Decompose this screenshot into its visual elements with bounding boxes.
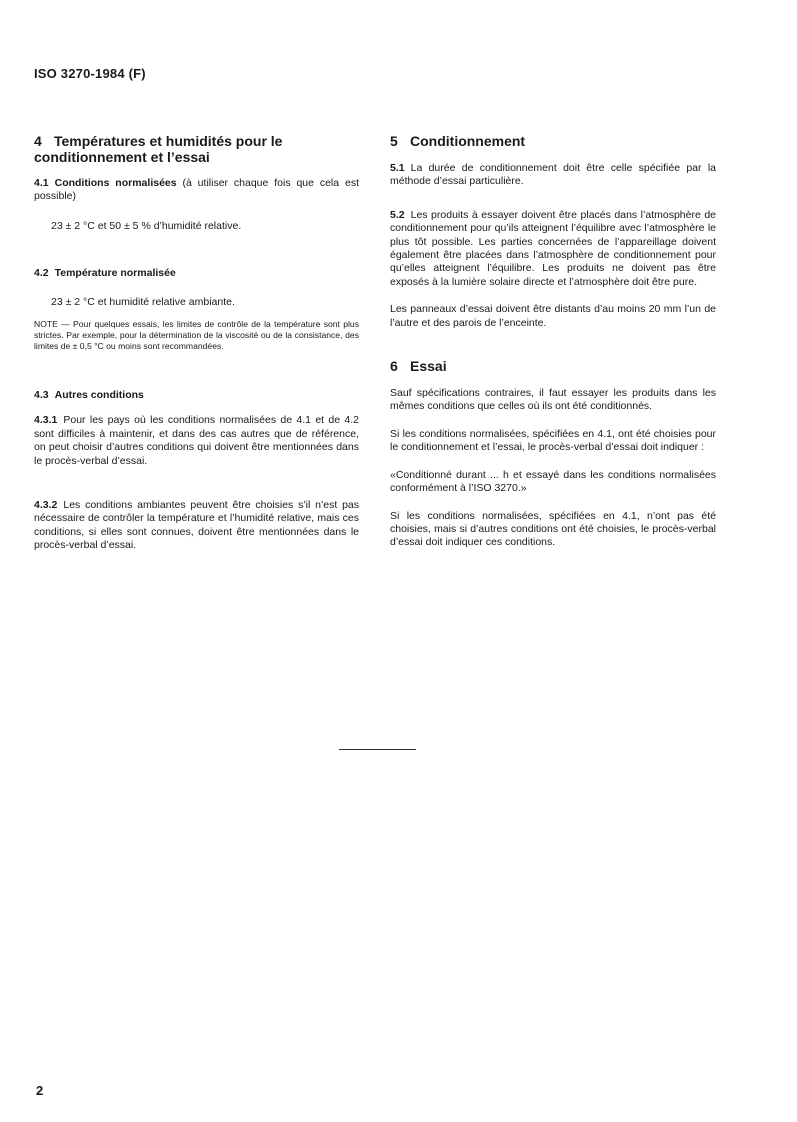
- clause-4-3-2-text: Les conditions ambiantes peuvent être choisies s’il n’est pas nécessaire de contrôler la température et l’humidité relative, mais ces conditions, si elles sont connues, doivent être mentionnées dans le procès-verbal d’essai.: [34, 499, 359, 552]
- clause-5-2-text: Les produits à essayer doivent être placés dans l’atmosphère de conditionnement pour qu’ils atteignent l’équilibre avec l’atmosphère le plus tôt possible. Les parties concernées de l’appareillage doivent également être placées dans l’atmosphère de conditionnement pour qu’elles atteignent l’équilibre. Les produits ne doivent pas être exposés à la lumière solaire directe et l’atmosphère doit être pure.: [390, 208, 716, 288]
- clause-4-2-heading: [34, 266, 359, 280]
- clause-5-2: [390, 209, 716, 289]
- clause-4-2-title: Température normalisée: [54, 266, 176, 279]
- clause-4-1: [34, 177, 359, 204]
- section-5-title: Conditionnement: [410, 133, 526, 149]
- clause-4-1-text: (à utiliser chaque fois que cela est possible): [34, 177, 359, 203]
- section-6-title: Essai: [410, 358, 447, 375]
- clause-4-1-formula: 23 ± 2 °C et 50 ± 5 % d’humidité relative.: [51, 219, 242, 232]
- left-column: [34, 133, 359, 553]
- section-4-title-line1: Températures et humidités pour le: [54, 133, 283, 149]
- clause-4-2-number: 4.2: [34, 266, 49, 279]
- clause-5-2-panels: Les panneaux d’essai doivent être distants d’au moins 20 mm l’un de l’autre et des parois de l’enceinte.: [390, 303, 716, 329]
- clause-5-1-text: La durée de conditionnement doit être celle spécifiée par la méthode d’essai particulière.: [390, 162, 716, 188]
- document-reference: ISO 3270-1984 (F): [34, 66, 146, 81]
- clause-4-3-2: [34, 499, 359, 553]
- clause-4-1-term: Conditions normalisées: [54, 177, 177, 189]
- right-column: [390, 133, 716, 550]
- clause-4-3-title: Autres conditions: [54, 389, 144, 402]
- section-6-paragraph-3: «Conditionné durant ... h et essayé dans les conditions normalisées conformément à l’ISO 3270.»: [390, 468, 716, 495]
- section-6-paragraph-4: Si les conditions normalisées, spécifiées en 4.1, n’ont pas été choisies, mais si d’autres conditions ont été choisies, le procès-verbal d’essai doit indiquer ces conditions.: [390, 509, 716, 549]
- clause-4-1-number: 4.1: [34, 177, 49, 189]
- page-number: 2: [36, 1083, 44, 1098]
- clause-5-2-number: 5.2: [390, 208, 405, 221]
- clause-4-3-1-number: 4.3.1: [34, 414, 58, 427]
- clause-4-2-note: NOTE — Pour quelques essais, les limites de contrôle de la température sont plus strictes. Par exemple, pour la détermination de la viscosité ou de la consistance, des limites de ± 0,5 °C ou moins sont recommandées.: [34, 318, 359, 352]
- section-4-title-line2: conditionnement et l’essai: [34, 149, 210, 165]
- section-6-paragraph-2: Si les conditions normalisées, spécifiées en 4.1, ont été choisies pour le conditionnement et l’essai, le procès-verbal d’essai doit indiquer :: [390, 427, 716, 454]
- section-5-number: 5: [390, 133, 398, 149]
- clause-4-3-number: 4.3: [34, 389, 49, 402]
- section-6-heading: [390, 358, 716, 374]
- end-of-text-rule: [339, 749, 416, 750]
- section-4-number: 4: [34, 133, 42, 149]
- section-6-number: 6: [390, 358, 398, 375]
- clause-4-3-1-text: Pour les pays où les conditions normalisées de 4.1 et de 4.2 sont difficiles à maintenir, et dans des cas autres que de référence, on peut choisir d’autres conditions qui doivent être mentionnées dans le procès-verbal d’essai.: [34, 414, 359, 467]
- clause-4-3-2-number: 4.3.2: [34, 499, 58, 512]
- clause-4-2-formula: 23 ± 2 °C et humidité relative ambiante.: [51, 295, 235, 308]
- section-5-heading: [390, 133, 716, 149]
- section-6-paragraph-1: Sauf spécifications contraires, il faut essayer les produits dans les mêmes conditions que celles où ils ont été conditionnés.: [390, 387, 716, 413]
- section-4-heading: [34, 133, 359, 165]
- clause-5-1: [390, 162, 716, 189]
- clause-4-3-heading: [34, 388, 359, 402]
- clause-4-3-1: [34, 414, 359, 468]
- clause-5-1-number: 5.1: [390, 162, 405, 174]
